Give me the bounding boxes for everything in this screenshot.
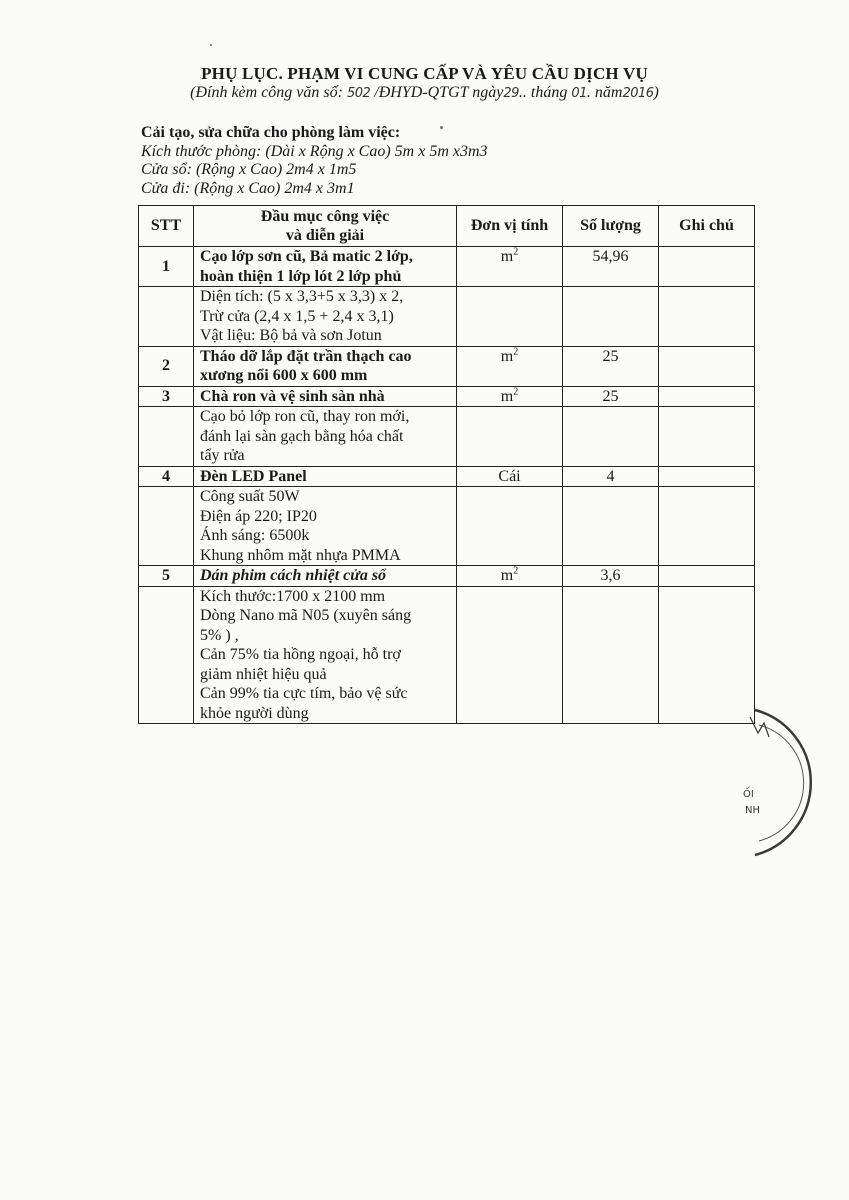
subtitle-mid: /ĐHYD-QTGT ngày [370,84,504,101]
detail-stt-empty [139,586,194,724]
handwritten-doc-number: 502 [346,86,371,101]
row-unit [457,466,563,487]
row-stt: 5 [139,566,194,587]
table-detail-row [139,407,755,467]
header-task-line1: Đầu mục công việc [260,207,390,225]
detail-line: Điện áp 220; IP20 [200,507,317,525]
row-task-line: xương nổi 600 x 600 mm [200,367,368,384]
row-note [659,346,755,386]
detail-unit-empty [457,287,563,347]
detail-qty-empty [563,487,659,566]
detail-line: Diện tích: (5 x 3,3+5 x 3,3) x 2, [200,288,404,305]
row-detail [194,407,457,467]
table-detail-row [139,487,755,566]
header-note: Ghi chú [659,206,755,247]
detail-line: Kích thước:1700 x 2100 mm [200,587,386,605]
intro-room-size: Kích thước phòng: (Dài x Rộng x Cao) 5m x 5m x3m3 [141,142,488,160]
row-unit-sup: 2 [513,565,519,577]
row-note [659,466,755,487]
header-stt: STT [139,206,194,247]
subtitle-suffix: ) [653,84,659,101]
row-unit-sup: 2 [513,386,519,398]
detail-line: tẩy rửa [200,447,245,464]
intro-heading: Cải tạo, sửa chữa cho phòng làm việc: [141,124,401,141]
row-stt: 4 [139,466,194,487]
detail-line: đánh lại sàn gạch bằng hóa chất [200,427,404,445]
row-stt: 1 [139,247,194,287]
row-note [659,386,755,407]
detail-line: Dòng Nano mã N05 (xuyên sáng [200,607,412,624]
detail-line: giảm nhiệt hiệu quả [200,665,327,683]
handwritten-day: 29 [503,86,519,101]
row-unit-text: m [500,387,514,405]
detail-qty-empty [563,407,659,467]
service-table [138,205,755,724]
scan-speck [440,126,443,129]
detail-stt-empty [139,407,194,467]
row-task-line: Chà ron và vệ sinh sàn nhà [200,387,385,405]
row-stt: 3 [139,386,194,407]
detail-line: Công suất 50W [200,488,300,505]
row-unit [457,346,563,386]
detail-stt-empty [139,287,194,347]
header-task-line2: và diễn giải [285,227,365,244]
row-task-line: hoàn thiện 1 lớp lót 2 lớp phủ [200,267,402,285]
table-detail-row [139,287,755,347]
header-qty: Số lượng [563,206,659,247]
scan-speck [210,44,212,46]
table-row [139,386,755,407]
header-unit: Đơn vị tính [457,206,563,247]
row-task-line: Đèn LED Panel [200,467,307,485]
row-unit [457,566,563,587]
intro-window: Cửa sổ: (Rộng x Cao) 2m4 x 1m5 [141,161,357,178]
table-row [139,466,755,487]
row-unit-sup: 2 [513,246,519,258]
row-task-line: Cạo lớp sơn cũ, Bả matic 2 lớp, [200,248,413,265]
detail-note-empty [659,586,755,724]
row-unit [457,386,563,407]
detail-line: Cạo bỏ lớp ron cũ, thay ron mới, [200,408,410,425]
detail-line: Ánh sáng: 6500k [200,527,310,544]
row-note [659,566,755,587]
table-row [139,566,755,587]
table-header-row [139,206,755,247]
subtitle-year-label: . năm [586,84,623,101]
detail-unit-empty [457,407,563,467]
detail-line: 5% ) , [200,626,239,644]
row-task [194,466,457,487]
row-qty: 25 [563,346,659,386]
row-task-line: Dán phim cách nhiệt cửa sổ [200,567,387,584]
row-qty: 3,6 [563,566,659,587]
detail-note-empty [659,287,755,347]
row-task-line: Tháo dỡ lắp đặt trần thạch cao [200,347,412,365]
row-unit-text: m [500,347,514,365]
subtitle-prefix: (Đính kèm công văn số: [190,84,347,101]
row-task [194,386,457,407]
table-row [139,346,755,386]
handwritten-year: 2016 [622,86,654,101]
detail-unit-empty [457,487,563,566]
table-detail-row [139,586,755,724]
table-row [139,247,755,287]
row-unit-sup: 2 [513,346,519,358]
header-task [194,206,457,247]
stamp-text-1: ỐI [743,789,754,800]
row-detail [194,487,457,566]
row-qty: 54,96 [563,247,659,287]
detail-qty-empty [563,586,659,724]
detail-line: khỏe người dùng [200,704,309,722]
row-task [194,346,457,386]
subtitle-month-label: .. tháng [518,84,572,101]
detail-line: Cản 75% tia hồng ngoại, hỗ trợ [200,646,401,663]
official-stamp [715,705,825,865]
row-qty: 4 [563,466,659,487]
document-title: PHỤ LỤC. PHẠM VI CUNG CẤP VÀ YÊU CẦU DỊCH VỤ [201,64,648,83]
detail-note-empty [659,407,755,467]
detail-stt-empty [139,487,194,566]
intro-block [141,124,488,198]
document-subtitle [0,84,849,102]
row-unit-text: Cái [498,467,521,485]
intro-door: Cửa đi: (Rộng x Cao) 2m4 x 3m1 [141,179,355,197]
row-stt: 2 [139,346,194,386]
detail-note-empty [659,487,755,566]
detail-qty-empty [563,287,659,347]
row-task [194,247,457,287]
detail-line: Vật liệu: Bộ bả và sơn Jotun [200,327,382,344]
handwritten-month: 01 [571,86,587,101]
row-detail [194,287,457,347]
detail-line: Trừ cửa (2,4 x 1,5 + 2,4 x 3,1) [200,307,394,325]
stamp-text-2: NH [745,805,760,816]
row-unit-text: m [500,248,514,265]
row-note [659,247,755,287]
row-detail [194,586,457,724]
row-qty: 25 [563,386,659,407]
detail-line: Khung nhôm mặt nhựa PMMA [200,546,401,564]
detail-unit-empty [457,586,563,724]
row-task [194,566,457,587]
detail-line: Cản 99% tia cực tím, bảo vệ sức [200,685,408,702]
row-unit-text: m [500,567,514,584]
row-unit [457,247,563,287]
